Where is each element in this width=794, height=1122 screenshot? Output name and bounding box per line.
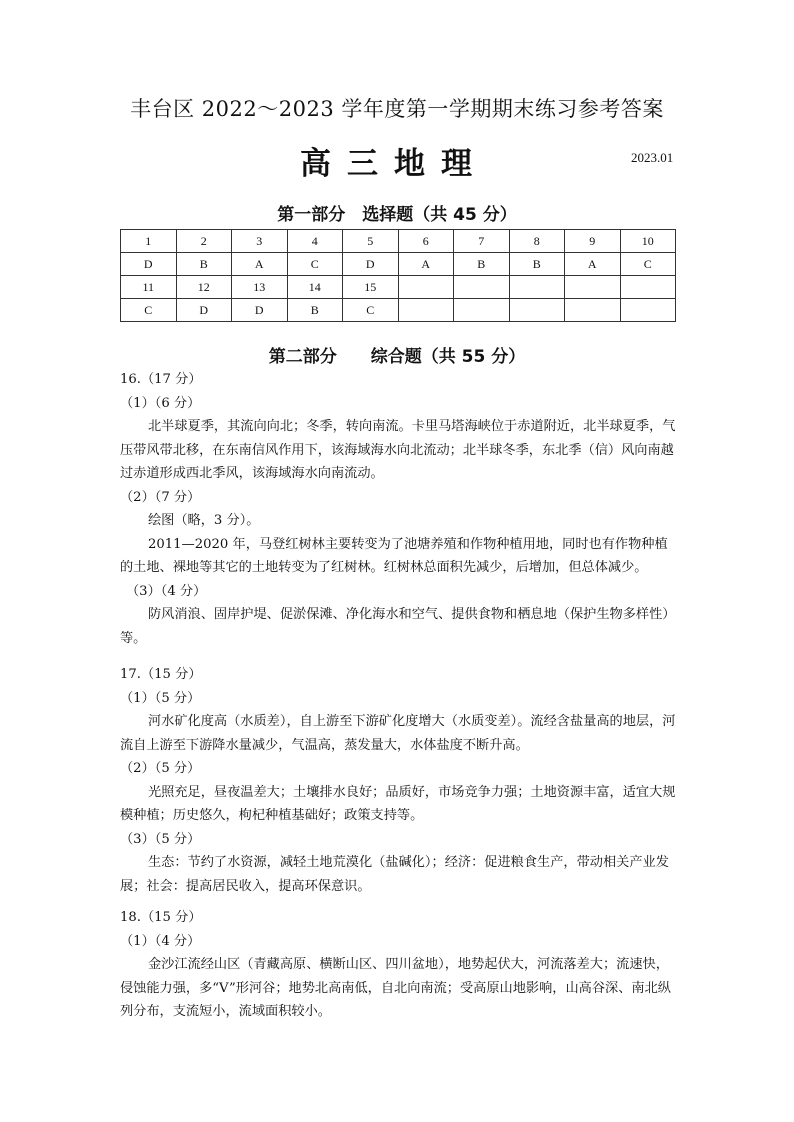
table-cell: 12 [176,276,232,299]
table-cell: B [454,253,510,276]
table-cell: 1 [121,230,177,253]
table-cell: 9 [565,230,621,253]
subquestion-heading: （3）（5 分） [120,831,201,847]
table-cell [565,276,621,299]
table-cell: 5 [343,230,399,253]
table-row [121,253,676,276]
answer-text: 生态：节约了水资源，减轻土地荒漠化（盐碱化）；经济：促进粮食生产，带动相关产业发展；社会：提高居民收入，提高环保意识。 [120,855,669,894]
table-cell: 3 [232,230,288,253]
part1-title: 第一部分 选择题（共 45 分） [277,205,517,225]
table-cell: D [176,299,232,322]
table-cell: C [121,299,177,322]
table-cell [620,299,676,322]
table-cell: 11 [121,276,177,299]
table-cell [454,276,510,299]
table-row [121,299,676,322]
table-cell [509,299,565,322]
table-cell: 8 [509,230,565,253]
question-heading: 17.（15 分） [120,667,202,682]
question-18 [120,906,680,1024]
subquestion-heading: （1）（4 分） [120,933,201,949]
answer-text: 北半球夏季，其流向向北；冬季，转向南流。卡里马塔海峡位于赤道附近，北半球夏季，气压带风带北移，在东南信风作用下，该海域海水向北流动；北半球冬季，东北季（信）风向南越过赤道形成西北季风，该海域海水向南流动。 [120,419,676,481]
table-cell: A [398,253,454,276]
table-cell [398,276,454,299]
subquestion-heading: （1）（6 分） [120,395,201,411]
answer-text: 光照充足，昼夜温差大；土壤排水良好；品质好，市场竞争力强；土地资源丰富，适宜大规模种植；历史悠久，枸杞种植基础好；政策支持等。 [120,784,676,823]
table-cell: 4 [287,230,343,253]
document-title: 丰台区 2022～2023 学年度第一学期期末练习参考答案 [130,97,664,121]
table-cell: D [343,253,399,276]
answer-text: 绘图（略，3 分）。 [148,513,260,528]
table-cell: 6 [398,230,454,253]
table-cell: 15 [343,276,399,299]
subquestion-heading: （2）（5 分） [120,761,201,776]
table-row [121,230,676,253]
table-cell: 2 [176,230,232,253]
table-cell: C [343,299,399,322]
exam-date: 2023.01 [631,150,674,165]
table-row [121,276,676,299]
table-cell: 7 [454,230,510,253]
table-cell: B [509,253,565,276]
table-cell [620,276,676,299]
answer-text: 金沙江流经山区（青藏高原、横断山区、四川盆地），地势起伏大，河流落差大；流速快，侵蚀能力强，多“V”形河谷；地势北高南低，自北向南流；受高原山地影响，山高谷深、南北纵列分布，支流短小，流域面积较小。 [120,957,671,1019]
table-cell: A [565,253,621,276]
table-cell: C [287,253,343,276]
table-cell: 10 [620,230,676,253]
table-cell: C [620,253,676,276]
question-heading: 16.（17 分） [120,372,202,387]
table-cell [454,299,510,322]
question-17 [120,663,680,898]
answer-text: 2011—2020 年，马登红树林主要转变为了池塘养殖和作物种植用地，同时也有作物种植的土地、裸地等其它的土地转变为了红树林。红树林总面积先减少，后增加，但总体减少。 [120,536,668,575]
question-16 [120,368,680,650]
subquestion-heading: （3）（4 分） [126,583,207,599]
part2-title: 第二部分 综合题（共 55 分） [268,347,526,367]
question-heading: 18.（15 分） [120,910,202,925]
table-cell: D [121,253,177,276]
subquestion-heading: （2）（7 分） [120,489,201,505]
answer-text: 河水矿化度高（水质差），自上游至下游矿化度增大（水质变差）。流经含盐量高的地层，河流自上游至下游降水量减少，气温高，蒸发量大，水体盐度不断升高。 [120,714,676,753]
table-cell: B [176,253,232,276]
table-cell: 14 [287,276,343,299]
table-cell: D [232,299,288,322]
table-cell [398,299,454,322]
table-cell [509,276,565,299]
table-cell [565,299,621,322]
subquestion-heading: （1）（5 分） [120,690,201,706]
answer-table [120,229,676,322]
table-cell: 13 [232,276,288,299]
subject-title: 高三地理 [300,146,488,182]
answer-text: 防风消浪、固岸护堤、促淤保滩、净化海水和空气、提供食物和栖息地（保护生物多样性）等。 [120,607,676,646]
table-cell: B [287,299,343,322]
table-cell: A [232,253,288,276]
